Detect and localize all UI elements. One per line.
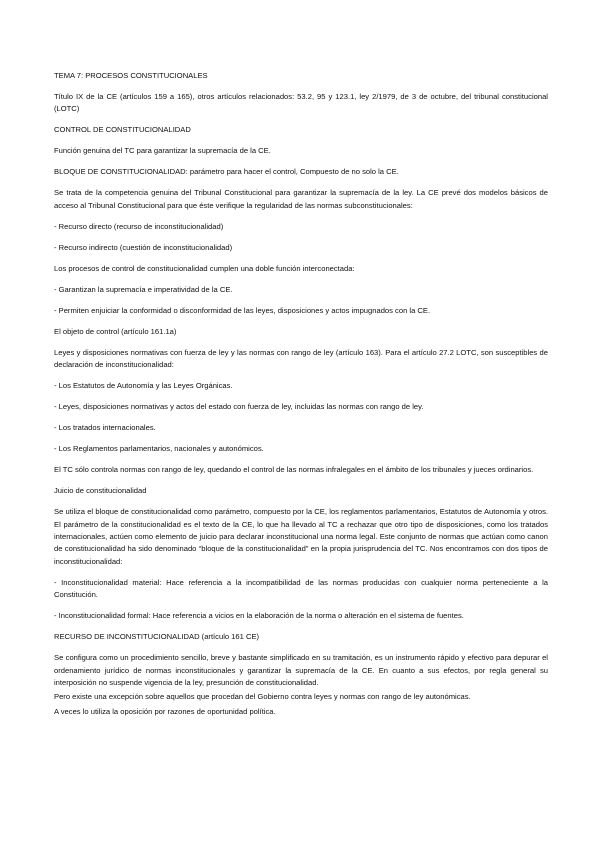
section-heading: El objeto de control (artículo 161.1a)	[54, 326, 177, 336]
list-item: - Inconstitucionalidad material: Hace referencia a la incompatibilidad de las normas producidas con cualquier norma perteneciente a la Constitución.	[54, 577, 548, 600]
paragraph: Pero existe una excepción sobre aquellos que procedan del Gobierno contra leyes y normas con rango de ley autonómicas.	[54, 692, 471, 702]
list-item: - Permiten enjuiciar la conformidad o disconformidad de las leyes, disposiciones y actos impugnados con la CE.	[54, 305, 431, 315]
document-title: TEMA 7: PROCESOS CONSTITUCIONALES	[54, 71, 208, 80]
paragraph: Leyes y disposiciones normativas con fuerza de ley y las normas con rango de ley (artículo 163). Para el artículo 27.2 LOTC, son susceptibles de declaración de inconstitucionalidad:	[54, 347, 548, 370]
paragraph: Se trata de la competencia genuina del Tribunal Constitucional para garantizar la supremacía de la ley. La CE prevé dos modelos básicos de acceso al Tribunal Constitucional para que éste verifique la regularidad de las normas subconstitucionales:	[54, 188, 548, 210]
section-heading: CONTROL DE CONSTITUCIONALIDAD	[54, 125, 191, 135]
section-heading: Juicio de constitucionalidad	[54, 486, 147, 496]
document-page	[54, 70, 548, 727]
paragraph: A veces lo utiliza la oposición por razones de oportunidad política.	[54, 706, 276, 716]
paragraph: Los procesos de control de constitucionalidad cumplen una doble función interconectada:	[54, 263, 355, 273]
list-item: - Los Reglamentos parlamentarios, nacionales y autonómicos.	[54, 444, 264, 454]
list-item: - Los Estatutos de Autonomía y las Leyes Orgánicas.	[54, 381, 233, 391]
paragraph: Se utiliza el bloque de constitucionalidad como parámetro, compuesto por la CE, los reglamentos parlamentarios, Estatutos de Autonomía y otros. El parámetro de la constitucionalidad es el texto de la CE, lo que ha llevado al TC a rechazar que otro tipo de disposiciones, como los tratados internacionales, actúen como elemento de juicio para declarar inconstitucional una norma legal. Este conjunto de normas que actúan como canon de constitucionalidad ha sido denominado “bloque de la constitucionalidad” en la propia jurisprudencia del TC. Nos encontramos con dos tipos de inconstitucionalidad:	[54, 507, 548, 566]
list-item: - Recurso directo (recurso de inconstitucionalidad)	[54, 221, 224, 231]
paragraph: Función genuina del TC para garantizar la supremacía de la CE.	[54, 146, 271, 156]
section-heading: RECURSO DE INCONSTITUCIONALIDAD (artículo 161 CE)	[54, 632, 260, 642]
paragraph: Se configura como un procedimiento sencillo, breve y bastante simplificado en su tramitación, es un instrumento rápido y efectivo para depurar el ordenamiento jurídico de normas inconstitucionales y garantizar la supremacía de la CE. En cuanto a sus efectos, por regla general su interposición no suspende vigencia de la ley, presunción de constitucionalidad.	[54, 653, 548, 688]
paragraph: BLOQUE DE CONSTITUCIONALIDAD: parámetro para hacer el control, Compuesto de no solo la CE.	[54, 167, 399, 177]
paragraph: El TC sólo controla normas con rango de ley, quedando el control de las normas infralegales en el ámbito de los tribunales y jueces ordinarios.	[54, 465, 534, 475]
list-item: - Leyes, disposiciones normativas y actos del estado con fuerza de ley, incluidas las normas con rango de ley.	[54, 402, 424, 412]
paragraph: Título IX de la CE (artículos 159 a 165), otros artículos relacionados: 53.2, 95 y 123.1, ley 2/1979, de 3 de octubre, del tribunal constitucional (LOTC)	[54, 92, 548, 114]
list-item: - Recurso indirecto (cuestión de inconstitucionalidad)	[54, 242, 233, 252]
list-item: - Los tratados internacionales.	[54, 423, 156, 433]
list-item: - Garantizan la supremacía e imperatividad de la CE.	[54, 284, 233, 294]
list-item: - Inconstitucionalidad formal: Hace referencia a vicios en la elaboración de la norma o alteración en el sistema de fuentes.	[54, 611, 464, 621]
